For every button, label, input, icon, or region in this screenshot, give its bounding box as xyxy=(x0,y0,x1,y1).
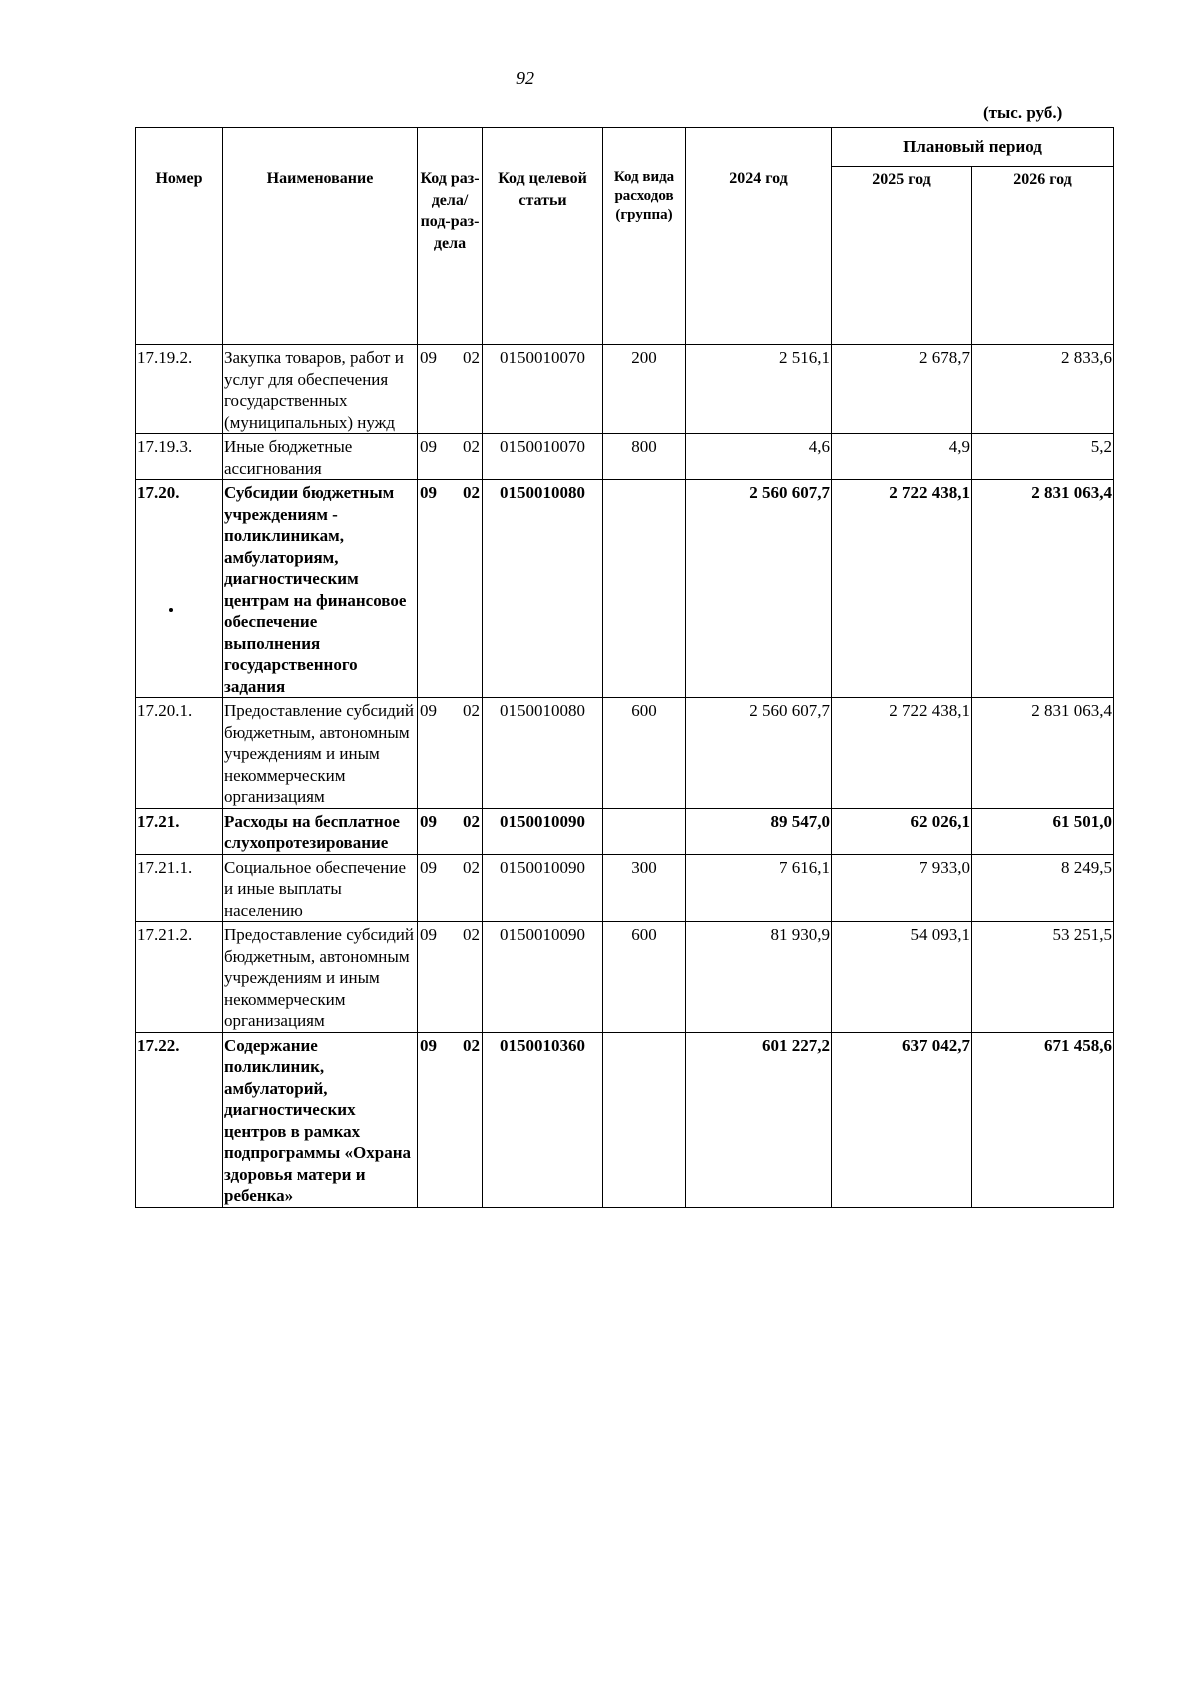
row-section-code xyxy=(418,808,483,854)
row-section: 09 xyxy=(420,1035,437,1055)
row-2024: 601 227,2 xyxy=(686,1032,832,1207)
row-name: Иные бюджетные ассигнования xyxy=(223,434,418,480)
row-number: 17.20. xyxy=(136,480,223,698)
row-target-code: 0150010080 xyxy=(483,480,603,698)
row-2024: 2 560 607,7 xyxy=(686,480,832,698)
row-target-code: 0150010090 xyxy=(483,922,603,1033)
row-section-code xyxy=(418,854,483,922)
row-2026: 2 833,6 xyxy=(972,345,1114,434)
row-2026: 2 831 063,4 xyxy=(972,480,1114,698)
row-subsection: 02 xyxy=(463,483,480,502)
header-section-code: Код раз-дела/ под-раз-дела xyxy=(418,128,483,345)
table-header xyxy=(136,128,1114,345)
row-number: 17.22. xyxy=(136,1032,223,1207)
row-2025: 637 042,7 xyxy=(832,1032,972,1207)
row-section: 09 xyxy=(420,925,437,944)
row-section-code xyxy=(418,345,483,434)
row-expense-type xyxy=(603,808,686,854)
row-expense-type: 600 xyxy=(603,698,686,809)
row-name: Социальное обеспечение и иные выплаты населению xyxy=(223,854,418,922)
header-name: Наименование xyxy=(223,128,418,345)
table-row xyxy=(136,345,1114,434)
row-subsection: 02 xyxy=(463,701,480,720)
row-2024: 2 516,1 xyxy=(686,345,832,434)
row-section-code xyxy=(418,1032,483,1207)
row-2025: 62 026,1 xyxy=(832,808,972,854)
row-2024: 2 560 607,7 xyxy=(686,698,832,809)
header-number: Номер xyxy=(136,128,223,345)
row-target-code: 0150010070 xyxy=(483,345,603,434)
units-label: (тыс. руб.) xyxy=(983,103,1063,122)
row-expense-type xyxy=(603,1032,686,1207)
row-number: 17.21.2. xyxy=(136,922,223,1033)
row-2025: 2 722 438,1 xyxy=(832,698,972,809)
row-name: Субсидии бюджетным учреждениям - поликлиникам, амбулаториям, диагностическим центрам на финансовое обеспечение выполнения государственного задания xyxy=(223,480,418,698)
row-number: 17.21.1. xyxy=(136,854,223,922)
row-subsection: 02 xyxy=(463,437,480,456)
row-2026: 671 458,6 xyxy=(972,1032,1114,1207)
row-2024: 4,6 xyxy=(686,434,832,480)
table-row xyxy=(136,808,1114,854)
row-section: 09 xyxy=(420,701,437,720)
row-2024: 89 547,0 xyxy=(686,808,832,854)
row-2025: 7 933,0 xyxy=(832,854,972,922)
row-section: 09 xyxy=(420,437,437,456)
row-2026: 61 501,0 xyxy=(972,808,1114,854)
header-planned-period: Плановый период xyxy=(832,128,1114,167)
row-target-code: 0150010360 xyxy=(483,1032,603,1207)
row-section: 09 xyxy=(420,483,437,502)
row-subsection: 02 xyxy=(463,348,480,367)
row-section: 09 xyxy=(420,348,437,367)
row-target-code: 0150010090 xyxy=(483,808,603,854)
row-subsection: 02 xyxy=(463,811,480,831)
row-name: Содержание поликлиник, амбулаторий, диагностических центров в рамках подпрограммы «Охрана здоровья матери и ребенка» xyxy=(223,1032,418,1207)
row-target-code: 0150010070 xyxy=(483,434,603,480)
header-target-code: Код целевой статьи xyxy=(483,128,603,345)
row-section-code xyxy=(418,434,483,480)
row-target-code: 0150010090 xyxy=(483,854,603,922)
row-2026: 8 249,5 xyxy=(972,854,1114,922)
row-2025: 2 722 438,1 xyxy=(832,480,972,698)
row-subsection: 02 xyxy=(463,1035,480,1055)
row-expense-type xyxy=(603,480,686,698)
row-name: Расходы на бесплатное слухопротезирование xyxy=(223,808,418,854)
row-2026: 53 251,5 xyxy=(972,922,1114,1033)
row-2026: 2 831 063,4 xyxy=(972,698,1114,809)
row-expense-type: 200 xyxy=(603,345,686,434)
row-name: Предоставление субсидий бюджетным, автономным учреждениям и иным некоммерческим организациям xyxy=(223,922,418,1033)
header-2024: 2024 год xyxy=(686,128,832,345)
row-2025: 4,9 xyxy=(832,434,972,480)
row-2025: 54 093,1 xyxy=(832,922,972,1033)
row-name: Предоставление субсидий бюджетным, автономным учреждениям и иным некоммерческим организациям xyxy=(223,698,418,809)
row-target-code: 0150010080 xyxy=(483,698,603,809)
row-number: 17.20.1. xyxy=(136,698,223,809)
row-2025: 2 678,7 xyxy=(832,345,972,434)
table-row xyxy=(136,854,1114,922)
row-subsection: 02 xyxy=(463,857,480,877)
row-expense-type: 800 xyxy=(603,434,686,480)
row-name: Закупка товаров, работ и услуг для обеспечения государственных (муниципальных) нужд xyxy=(223,345,418,434)
row-2026: 5,2 xyxy=(972,434,1114,480)
stray-dot xyxy=(169,608,173,612)
row-subsection: 02 xyxy=(463,925,480,944)
row-2024: 81 930,9 xyxy=(686,922,832,1033)
row-section-code xyxy=(418,922,483,1033)
row-expense-type: 300 xyxy=(603,854,686,922)
header-expense-type: Код вида расходов (группа) xyxy=(603,128,686,345)
row-number: 17.19.2. xyxy=(136,345,223,434)
budget-table xyxy=(135,127,1114,1208)
table-row xyxy=(136,480,1114,698)
row-2024: 7 616,1 xyxy=(686,854,832,922)
row-section: 09 xyxy=(420,811,437,831)
table-body xyxy=(136,345,1114,1208)
row-expense-type: 600 xyxy=(603,922,686,1033)
row-section: 09 xyxy=(420,857,437,877)
page-number: 92 xyxy=(516,68,534,88)
row-number: 17.19.3. xyxy=(136,434,223,480)
table-row xyxy=(136,922,1114,1033)
table-row xyxy=(136,1032,1114,1207)
row-section-code xyxy=(418,480,483,698)
header-2025: 2025 год xyxy=(832,167,972,345)
table-row xyxy=(136,434,1114,480)
table-row xyxy=(136,698,1114,809)
row-section-code xyxy=(418,698,483,809)
row-number: 17.21. xyxy=(136,808,223,854)
header-2026: 2026 год xyxy=(972,167,1114,345)
